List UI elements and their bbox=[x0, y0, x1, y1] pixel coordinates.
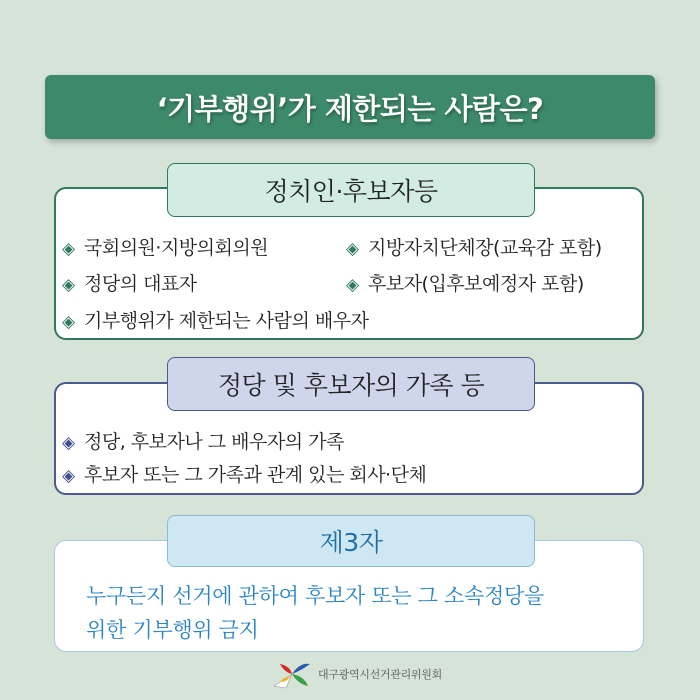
diamond-bullet-icon: ◈ bbox=[346, 239, 359, 259]
list-item: ◈ 정당, 후보자나 그 배우자의 가족 bbox=[62, 431, 344, 453]
third-party-section-heading: 제3자 bbox=[167, 515, 535, 567]
diamond-bullet-icon: ◈ bbox=[62, 466, 75, 486]
list-item: ◈ 후보자 또는 그 가족과 관계 있는 회사·단체 bbox=[62, 464, 427, 486]
list-item: ◈ 후보자(입후보예정자 포함) bbox=[346, 273, 584, 295]
third-party-text-line: 누구든지 선거에 관하여 후보자 또는 그 소속정당을 bbox=[86, 584, 544, 608]
diamond-bullet-icon: ◈ bbox=[62, 312, 75, 332]
list-item: ◈ 지방자치단체장(교육감 포함) bbox=[346, 237, 602, 259]
footer-org-name: 대구광역시선거관리위원회 bbox=[318, 668, 442, 681]
diamond-bullet-icon: ◈ bbox=[346, 275, 359, 295]
list-item: ◈ 정당의 대표자 bbox=[62, 273, 197, 295]
page-title: ‘기부행위’가 제한되는 사람은? bbox=[156, 91, 544, 126]
diamond-bullet-icon: ◈ bbox=[62, 275, 75, 295]
family-section-heading: 정당 및 후보자의 가족 등 bbox=[167, 357, 535, 411]
diamond-bullet-icon: ◈ bbox=[62, 433, 75, 453]
list-item: ◈ 국회의원·지방의회의원 bbox=[62, 237, 269, 259]
footer bbox=[270, 656, 442, 692]
diamond-bullet-icon: ◈ bbox=[62, 239, 75, 259]
third-party-text-line: 위한 기부행위 금지 bbox=[86, 618, 259, 642]
election-commission-logo-icon bbox=[270, 656, 314, 692]
list-item: ◈ 기부행위가 제한되는 사람의 배우자 bbox=[62, 310, 369, 332]
politician-section-heading: 정치인·후보자등 bbox=[167, 163, 535, 217]
title-banner bbox=[45, 75, 655, 139]
